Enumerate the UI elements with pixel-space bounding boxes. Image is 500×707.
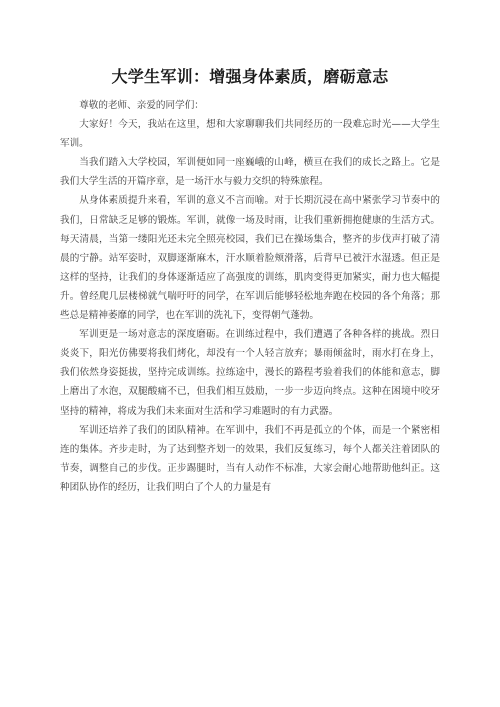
paragraph-willpower: 军训更是一场对意志的深度磨砺。在训练过程中，我们遭遇了各种各样的挑战。烈日炎炎下，阳光仿佛要将我们烤化，却没有一个人轻言放弃；暴雨倾盆时，雨水打在身上，我们依然身姿挺拔，坚持完成训练。拉练途中，漫长的路程考验着我们的体能和意志，脚上磨出了水泡，双腿酸痛不已，但我们相互鼓励，一步一步迈向终点。这种在困境中咬牙坚持的精神，将成为我们未来面对生活和学习难题时的有力武器。 <box>60 329 440 417</box>
paragraph-introduction: 当我们踏入大学校园，军训便如同一座巍峨的山峰，横亘在我们的成长之路上。它是我们大学生活的开篇序章，是一场汗水与毅力交织的特殊旅程。 <box>60 157 440 188</box>
document-body <box>60 96 440 497</box>
paragraph-team-spirit: 军训还培养了我们的团队精神。在军训中，我们不再是孤立的个体，而是一个紧密相连的集体。齐步走时，为了达到整齐划一的效果，我们反复练习，每个人都关注着团队的节奏，调整自己的步伐。正步踢腿时，当有人动作不标准，大家会耐心地帮助他纠正。这种团队协作的经历，让我们明白了个人的力量是有 <box>60 424 440 493</box>
paragraph-physical-fitness: 从身体素质提升来看，军训的意义不言而喻。对于长期沉浸在高中紧张学习节奏中的我们，日常缺乏足够的锻炼。军训，就像一场及时雨，让我们重新拥抱健康的生活方式。每天清晨，当第一缕阳光还未完全照亮校园，我们已在操场集合，整齐的步伐声打破了清晨的宁静。站军姿时，双脚逐渐麻木，汗水顺着脸颊滑落，后背早已被汗水湿透。但正是这样的坚持，让我们的身体逐渐适应了高强度的训练，肌肉变得更加紧实，耐力也大幅提升。曾经爬几层楼梯就气喘吁吁的同学，在军训后能够轻松地奔跑在校园的各个角落；那些总是精神萎靡的同学，也在军训的洗礼下，变得朝气蓬勃。 <box>60 195 440 322</box>
document-title: 大学生军训：增强身体素质，磨砺意志 <box>111 67 389 86</box>
salutation: 尊敬的老师、亲爱的同学们： <box>79 100 204 111</box>
paragraph-greeting: 大家好！今天，我站在这里，想和大家聊聊我们共同经历的一段难忘时光——大学生军训。 <box>60 119 440 150</box>
